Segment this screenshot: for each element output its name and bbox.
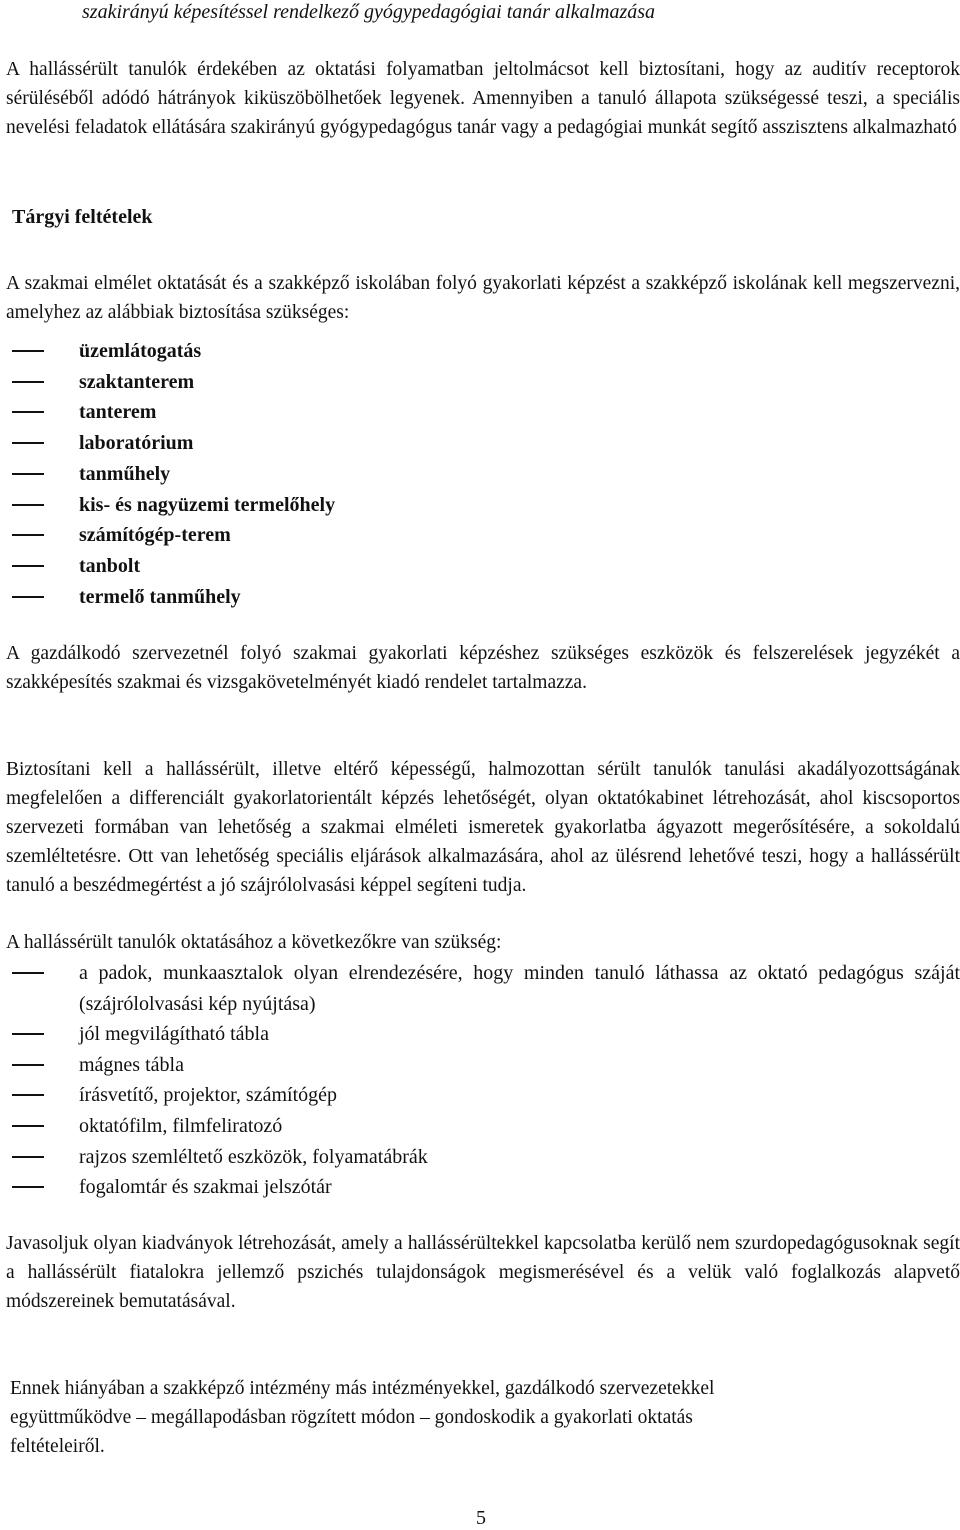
paragraph-facilities-intro: A szakmai elmélet oktatását és a szakképző iskolában folyó gyakorlati képzést a szakképző iskolának kell megszervezni, amelyhez az alábbiak biztosítása szükséges: [6,273,960,323]
text-line: együttműködve – megállapodásban rögzített módon – gondoskodik a gyakorlati oktatás [10,1407,693,1428]
dash-bullet [12,596,44,598]
dash-bullet [12,972,44,974]
dash-bullet [12,1094,44,1096]
paragraph-cooperation [10,1374,714,1461]
dash-bullet [12,565,44,567]
dash-bullet [12,1186,44,1188]
text-line: Ennek hiányában a szakképző intézmény más intézményekkel, gazdálkodó szervezetekkel [10,1378,715,1399]
list-item: számítógép-terem [0,520,960,551]
list-item: oktatófilm, filmfeliratozó [0,1111,960,1142]
paragraph-equipment: A gazdálkodó szervezetnél folyó szakmai gyakorlati képzéshez szükséges eszközök és felszerelések jegyzékét a szakképesítés szakmai és vizsgakövetelményét kiadó rendelet tartalmazza. [6,643,960,693]
paragraph-interpreter: A hallássérült tanulók érdekében az oktatási folyamatban jeltolmácsot kell biztosítani, hogy az auditív receptorok sérüléséből adódó hátrányok kiküszöbölhetőek legyenek. Amennyiben a tanuló állapota szükségessé teszi, a speciális nevelési feladatok ellátására szakirányú gyógypedagógus tanár vagy a pedagógiai munkát segítő asszisztens alkalmazható [6,59,960,138]
dash-bullet [12,381,44,383]
list-item: tanterem [0,397,960,428]
dash-bullet [12,473,44,475]
list-item: termelő tanműhely [0,582,960,613]
list-item: jól megvilágítható tábla [0,1019,960,1050]
page-number: 5 [476,1507,486,1529]
text-line: feltételeiről. [10,1436,105,1457]
dash-bullet [12,1156,44,1158]
dash-bullet [12,534,44,536]
list-item: írásvetítő, projektor, számítógép [0,1080,960,1111]
list-item: tanbolt [0,551,960,582]
dash-bullet [12,1125,44,1127]
dash-bullet [12,442,44,444]
paragraph-needs-intro: A hallássérült tanulók oktatásához a következőkre van szükség: [6,932,502,953]
list-item: fogalomtár és szakmai jelszótár [0,1172,960,1203]
list-item: a padok, munkaasztalok olyan elrendezésére, hogy minden tanuló láthassa az oktató pedagógus száját (szájrólolvasási kép nyújtása) [0,958,960,1019]
section-heading: Tárgyi feltételek [12,206,153,228]
list-item: kis- és nagyüzemi termelőhely [0,490,960,521]
facilities-list [0,336,960,612]
dash-bullet [12,411,44,413]
list-item: üzemlátogatás [0,336,960,367]
paragraph-differentiated-training: Biztosítani kell a hallássérült, illetve eltérő képességű, halmozottan sérült tanulók tanulási akadályozottságának megfelelően a differenciált gyakorlatorientált képzés lehetőségét, olyan oktatókabinet létrehozását, ahol kiscsoportos szervezeti formában van lehetőség a szakmai elméleti ismeretek gyakorlatba ágyazott megerősítésére, a sokoldalú szemléltetésre. Ott van lehetőség speciális eljárások alkalmazására, ahol az ülésrend lehetővé teszi, hogy a hallássérült tanuló a beszédmegértést a jó szájrólolvasási képpel segíteni tudja. [6,759,960,896]
dash-bullet [12,350,44,352]
list-item: mágnes tábla [0,1050,960,1081]
paragraph-publications: Javasoljuk olyan kiadványok létrehozását, amely a hallássérültekkel kapcsolatba kerülő nem szurdopedagógusoknak segít a hallássérült fiatalokra jellemző pszichés tulajdonságok megismerésével és a velük való foglalkozás alapvető módszereinek bemutatásával. [6,1233,960,1312]
dash-bullet [12,504,44,506]
header-line: szakirányú képesítéssel rendelkező gyógypedagógiai tanár alkalmazása [82,1,656,23]
list-item: laboratórium [0,428,960,459]
list-item: tanműhely [0,459,960,490]
list-item: rajzos szemléltető eszközök, folyamatábrák [0,1142,960,1173]
dash-bullet [12,1064,44,1066]
needs-list [0,958,960,1203]
list-item: szaktanterem [0,367,960,398]
dash-bullet [12,1033,44,1035]
